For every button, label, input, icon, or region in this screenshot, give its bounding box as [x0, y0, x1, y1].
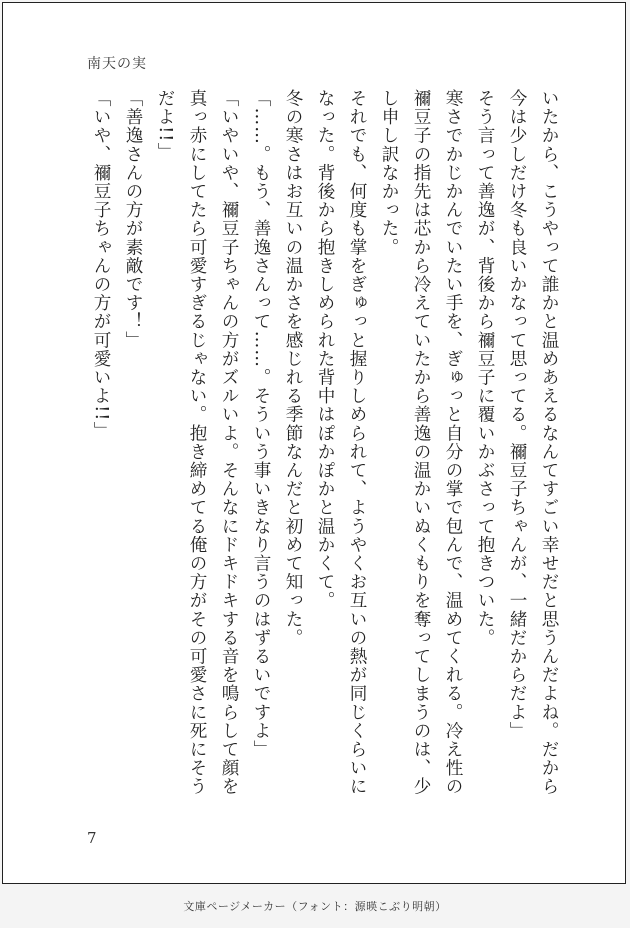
dialogue-line: 「いや、禰豆子ちゃんの方が可愛いよ!!」 [91, 89, 111, 440]
paragraph: いたから、こうやって誰かと温めあえるなんてすごい幸せだと思うんだよね。だから今は少しだけ冬も良いかなって思ってる。禰豆子ちゃんが、一緒だからだよ」 [507, 89, 559, 796]
chapter-title: 南天の実 [87, 56, 147, 72]
dialogue-line: 「いやいや、禰豆子ちゃんの方がズルいよ。そんなにドキドキする音を鳴らして顔を真っ赤にしてたら可愛すぎるじゃない。抱き締めてる俺の方がその可愛さに死にそうだよ!!」 [155, 89, 239, 796]
page-number: 7 [87, 829, 97, 847]
paragraph: そう言って善逸が、背後から禰豆子に覆いかぶさって抱きついた。 [475, 89, 495, 647]
dialogue-line: 「……。もう、善逸さんって……。そういう事いきなり言うのはずるいですよ」 [251, 89, 271, 759]
book-page [2, 2, 626, 884]
footer-credit: 文庫ページメーカー（フォント：源暎こぶり明朝） [183, 900, 447, 913]
paragraph: 寒さでかじかんでいたい手を、ぎゅっと自分の掌で包んで、温めてくれる。冷え性の禰豆子の指先は芯から冷えていたから善逸の温かいぬくもりを奪ってしまうのは、少し申し訳なかった。 [379, 89, 463, 796]
dialogue-line: 「善逸さんの方が素敵です！」 [123, 89, 143, 350]
paragraph: 冬の寒さはお互いの温かさを感じれる季節なんだと初めて知った。 [283, 89, 303, 647]
paragraph: それでも、何度も掌をぎゅっと握りしめられて、ようやくお互いの熱が同じくらいになった。背後から抱きしめられた背中はぽかぽかと温かくて。 [315, 89, 367, 796]
vertical-body-text [81, 89, 565, 809]
